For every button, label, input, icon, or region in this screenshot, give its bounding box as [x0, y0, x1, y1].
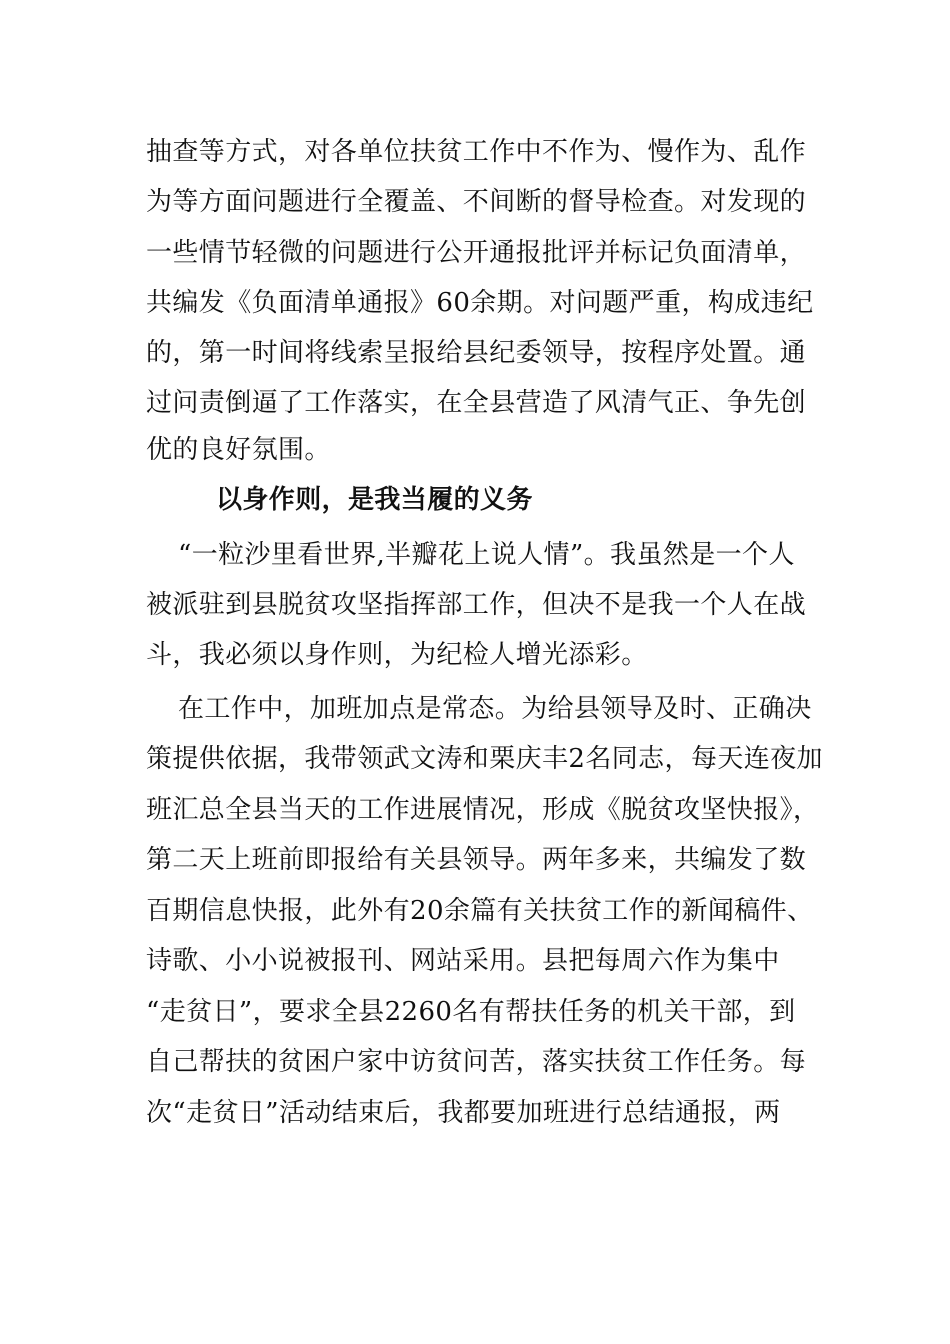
paragraph-3-line-9: 次“走贫日”活动结束后，我都要加班进行总结通报，两: [146, 1098, 781, 1128]
section-heading: 以身作则，是我当履的义务: [216, 485, 533, 515]
paragraph-3-line-1: 在工作中，加班加点是常态。为给县领导及时、正确决: [178, 694, 812, 724]
paragraph-3-line-8: 自己帮扶的贫困户家中访贫问苦，落实扶贫工作任务。每: [146, 1047, 807, 1077]
paragraph-3-line-6: 诗歌、小小说被报刊、网站采用。县把每周六作为集中: [146, 946, 780, 976]
paragraph-1-line-4: 共编发《负面清单通报》60余期。对问题严重，构成违纪: [146, 288, 814, 318]
paragraph-1-line-3: 一些情节轻微的问题进行公开通报批评并标记负面清单，: [146, 238, 807, 268]
paragraph-3-line-4: 第二天上班前即报给有关县领导。两年多来，共编发了数: [146, 845, 807, 875]
paragraph-1-line-2: 为等方面问题进行全覆盖、不间断的督导检查。对发现的: [146, 187, 807, 217]
paragraph-3-line-5: 百期信息快报，此外有20余篇有关扶贫工作的新闻稿件、: [146, 896, 814, 926]
paragraph-2-line-2: 被派驻到县脱贫攻坚指挥部工作，但决不是我一个人在战: [146, 590, 807, 620]
paragraph-3-line-7: “走贫日”，要求全县2260名有帮扶任务的机关干部，到: [146, 997, 796, 1027]
paragraph-1-line-5: 的，第一时间将线索呈报给县纪委领导，按程序处置。通: [146, 338, 807, 368]
paragraph-2-line-1: “一粒沙里看世界,半瓣花上说人情”。我虽然是一个人: [178, 540, 795, 570]
paragraph-3-line-2: 策提供依据，我带领武文涛和栗庆丰2名同志，每天连夜加: [146, 744, 823, 774]
paragraph-1-line-1: 抽查等方式，对各单位扶贫工作中不作为、慢作为、乱作: [146, 137, 807, 167]
paragraph-2-line-3: 斗，我必须以身作则，为纪检人增光添彩。: [146, 640, 648, 670]
paragraph-1-line-6: 过问责倒逼了工作落实，在全县营造了风清气正、争先创: [146, 388, 807, 418]
paragraph-3-line-3: 班汇总全县当天的工作进展情况，形成《脱贫攻坚快报》，: [146, 795, 820, 825]
paragraph-1-line-7: 优的良好氛围。: [146, 435, 331, 465]
